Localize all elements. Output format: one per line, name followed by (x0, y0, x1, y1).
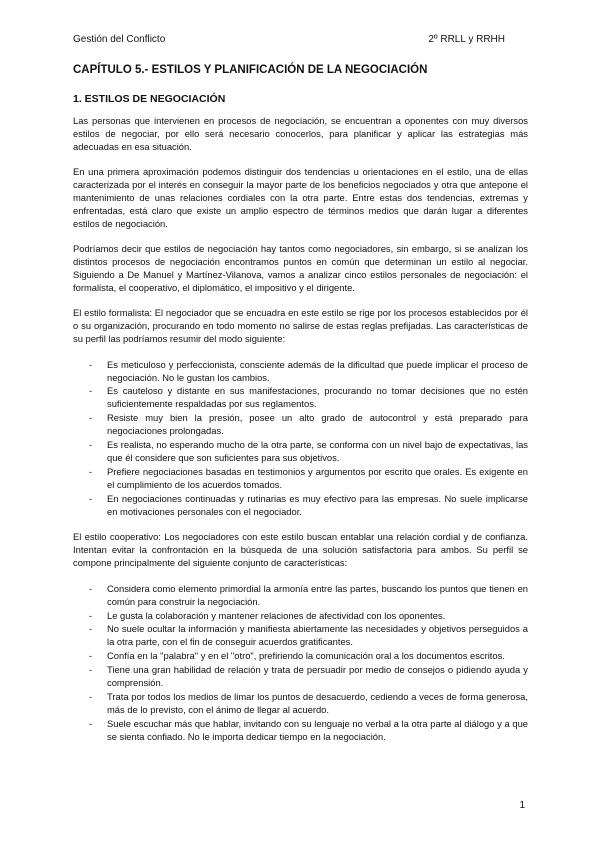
list-item: - Resiste muy bien la presión, posee un alto grado de autocontrol y está preparado para negociaciones prolongadas. (89, 412, 528, 437)
list-item: - Confía en la "palabra" y en el "otro", prefiriendo la comunicación oral a los documentos escritos. (89, 650, 505, 662)
paragraph-formalista: El estilo formalista: El negociador que se encuadra en este estilo se rige por los procesos establecidos por él o su organización, procurando en todo momento no salirse de estas reglas prefijadas. Las características de su perfil las podríamos resumir del modo siguiente: (73, 307, 528, 345)
paragraph-tendencies: En una primera aproximación podemos distinguir dos tendencias u orientaciones en el estilo, una de ellas caracterizada por el interés en conseguir la mayor parte de los beneficios negociados y otra que antepone el mantenimiento de unas relaciones cordiales con la otra parte. Entre estas dos tendencias, extremas y enfrentadas, está claro que existe un amplio espectro de términos medios que darán lugar a diferentes estilos de negociación. (73, 166, 528, 229)
cooperativo-list (73, 583, 528, 744)
section-title: 1. ESTILOS DE NEGOCIACIÓN (73, 93, 226, 105)
dash-marker: - (89, 664, 93, 676)
paragraph-intro: Las personas que intervienen en procesos de negociación, se encuentran a oponentes con muy diversos estilos de negociar, por ello será necesario conocerlos, para planificar y aplicar las estrategias más adecuadas en esa situación. (73, 115, 528, 152)
list-item: - Considera como elemento primordial la armonía entre las partes, buscando los puntos que tienen en común para construir la negociación. (89, 582, 528, 607)
header-subject: Gestión del Conflicto (73, 34, 166, 45)
list-item: - Es realista, no esperando mucho de la otra parte, se conforma con un nivel bajo de expectativas, las que él considere que son suficientes para sus objetivos. (89, 439, 528, 463)
body-text (73, 115, 528, 757)
list-item: - Suele escuchar más que hablar, invitando con su lenguaje no verbal a la otra parte al diálogo y a que se sienta confiado. No le importa dedicar tiempo en la negociación. (89, 717, 528, 742)
dash-marker: - (89, 465, 93, 477)
paragraph-cooperativo: El estilo cooperativo: Los negociadores con este estilo buscan entablar una relación cordial y de confianza. Intentan evitar la confrontación en la búsqueda de una solución satisfactoria para ambos. Su perfil se compone principalmente del siguiente conjunto de características: (73, 531, 528, 569)
list-item: - Trata por todos los medios de limar los puntos de desacuerdo, cediendo a veces de forma generosa, más de lo previsto, con el ánimo de llegar al acuerdo. (89, 690, 528, 715)
list-item: - Es cauteloso y distante en sus manifestaciones, procurando no tomar decisiones que no estén suficientemente respaldadas por sus reglamentos. (89, 385, 528, 410)
chapter-title: CAPÍTULO 5.- ESTILOS Y PLANIFICACIÓN DE LA NEGOCIACIÓN (73, 64, 428, 76)
dash-marker: - (89, 582, 93, 594)
list-item: - Tiene una gran habilidad de relación y trata de persuadir por medio de consejos o pidiendo ayuda y comprensión. (89, 664, 528, 689)
page-number: 1 (519, 800, 525, 811)
header-course: 2º RRLL y RRHH (428, 34, 505, 45)
dash-marker: - (89, 609, 93, 621)
dash-marker: - (89, 623, 93, 635)
dash-marker: - (89, 385, 93, 397)
list-item: - Prefiere negociaciones basadas en testimonios y argumentos por escrito que orales. Es exigente en el cumplimiento de los acuerdos tomados. (89, 465, 528, 490)
dash-marker: - (89, 717, 93, 729)
formalista-list (73, 359, 528, 519)
dash-marker: - (89, 690, 93, 702)
list-item: - En negociaciones continuadas y rutinarias es muy efectivo para las empresas. No suele implicarse en motivaciones personales con el negociador. (89, 492, 528, 517)
dash-marker: - (89, 358, 93, 370)
paragraph-styles: Podríamos decir que estilos de negociación hay tantos como negociadores, sin embargo, si se analizan los distintos procesos de negociación encontramos puntos en común que determinan un estilo al negociar. Siguiendo a De Manuel y Martínez-Vilanova, vamos a analizar cinco estilos personales de negociación: el formalista, el cooperativo, el diplomático, el impositivo y el dirigente. (73, 243, 528, 293)
dash-marker: - (89, 439, 93, 451)
list-item: - Es meticuloso y perfeccionista, consciente además de la dificultad que puede implicar el proceso de negociación. No le gustan los cambios. (89, 358, 528, 383)
list-item: - No suele ocultar la información y manifiesta abiertamente las necesidades y objetivos perseguidos a la otra parte, con el fin de conseguir acuerdos gratificantes. (89, 623, 528, 648)
list-item: - Le gusta la colaboración y mantener relaciones de afectividad con los oponentes. (89, 609, 446, 621)
dash-marker: - (89, 650, 93, 662)
dash-marker: - (89, 412, 93, 424)
dash-marker: - (89, 492, 93, 504)
